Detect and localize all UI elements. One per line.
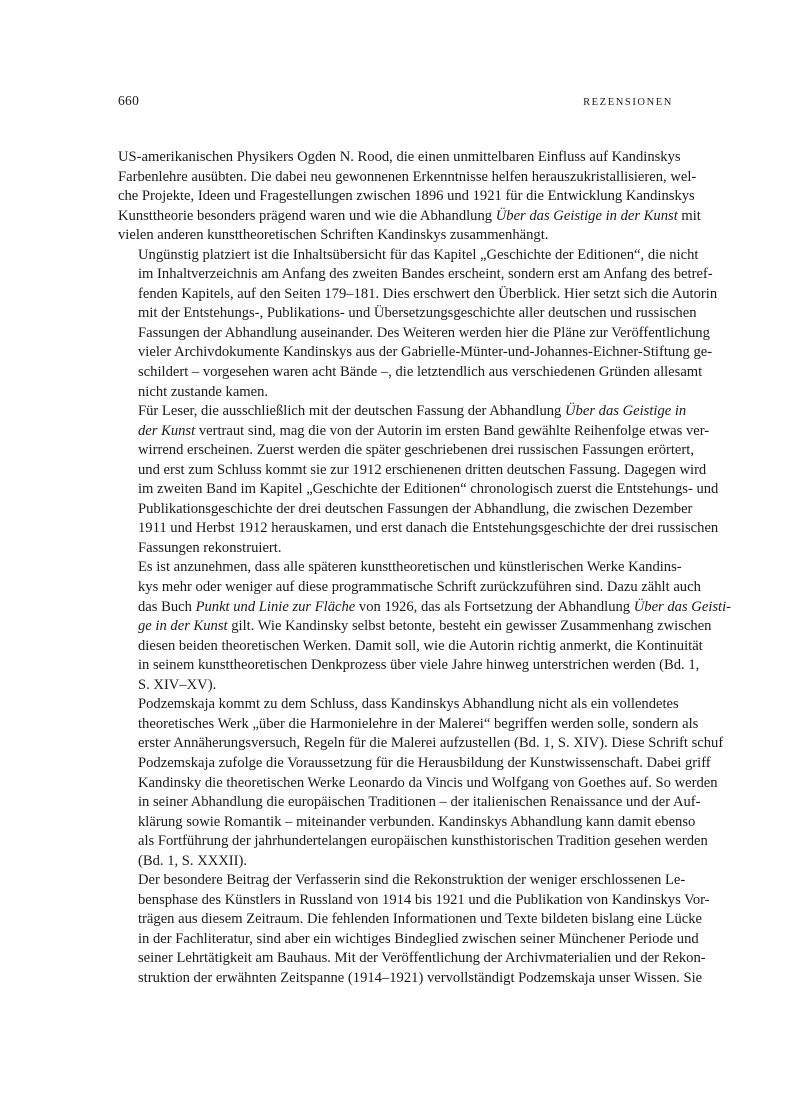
body-text: [118, 148, 732, 989]
text-run: S. XIV–XV).: [138, 676, 217, 693]
page-header: [118, 93, 673, 113]
text-line: [118, 754, 711, 774]
text-run: vertraut sind, mag die von der Autorin im ersten Band gewählte Reihenfolge etwas ver-: [195, 422, 710, 439]
text-line: [118, 383, 673, 403]
text-line: [118, 832, 708, 852]
text-run: theoretisches Werk „über die Harmonielehre in der Malerei“ begriffen werden solle, sondern als: [138, 715, 699, 732]
text-line: [118, 402, 687, 422]
text-run: seiner Lehrtätigkeit am Bauhaus. Mit der Veröffentlichung der Archivmaterialien und der Rekon-: [138, 950, 706, 967]
text-line: [118, 168, 697, 188]
text-line: [118, 519, 719, 539]
text-run: von 1926, das als Fortsetzung der Abhandlung: [355, 598, 634, 615]
paragraph: [118, 402, 719, 558]
text-run: im zweiten Band im Kapitel „Geschichte der Editionen“ chronologisch zuerst die Entstehungs- und: [138, 481, 719, 498]
italic-title: Über das Geisti-: [633, 598, 732, 615]
text-run: Es ist anzunehmen, dass alle späteren kunsttheoretischen und künstlerischen Werke Kandins-: [138, 559, 682, 576]
text-run: Für Leser, die ausschließlich mit der deutschen Fassung der Abhandlung: [138, 403, 566, 420]
running-head: REZENSIONEN: [583, 97, 673, 108]
text-run: nicht zustande kamen.: [138, 383, 269, 400]
italic-title: Über das Geistige in: [565, 403, 687, 420]
text-line: [118, 441, 694, 461]
text-run: schildert – vorgesehen waren acht Bände –, die letztendlich aus verschiedenen Gründen allesamt: [138, 364, 703, 381]
text-run: bensphase des Künstlers in Russland von 1914 bis 1921 und die Publikation von Kandinskys Vor-: [138, 891, 710, 908]
text-run: Podzemskaja kommt zu dem Schluss, dass Kandinskys Abhandlung nicht als ein vollendetes: [138, 696, 679, 713]
italic-title: Punkt und Linie zur Fläche: [195, 598, 356, 615]
text-run: in seinem kunsttheoretischen Denkprozess über viele Jahre hinweg unterstrichen werden (Bd. 1,: [138, 657, 700, 674]
text-run: Publikationsgeschichte der drei deutschen Fassungen der Abhandlung, die zwischen Dezember: [138, 500, 693, 517]
text-line: [118, 226, 673, 246]
text-run: 1911 und Herbst 1912 herauskamen, und erst danach die Entstehungsgeschichte der drei russischen: [138, 520, 719, 537]
text-run: wirrend erscheinen. Zuerst werden die später geschriebenen drei russischen Fassungen erörtert,: [138, 442, 694, 459]
text-line: [118, 774, 718, 794]
text-run: Fassungen der Abhandlung auseinander. Des Weiteren werden hier die Pläne zur Veröffentlichung: [138, 324, 710, 341]
text-line: [118, 265, 713, 285]
text-line: [118, 715, 699, 735]
text-line: [118, 891, 710, 911]
text-run: erster Annäherungsversuch, Regeln für die Malerei aufzustellen (Bd. 1, S. XIV). Diese Schrift schuf: [138, 735, 724, 752]
text-line: [118, 422, 710, 442]
text-run: das Buch: [138, 598, 196, 615]
text-line: [118, 539, 673, 559]
italic-title: ge in der Kunst: [138, 618, 228, 635]
text-line: [118, 558, 682, 578]
paragraph: [118, 695, 724, 871]
text-line: [118, 695, 679, 715]
text-line: [118, 324, 710, 344]
text-line: [118, 949, 706, 969]
paragraph: [118, 871, 710, 988]
text-line: [118, 246, 699, 266]
text-run: trägen aus diesem Zeitraum. Die fehlenden Informationen und Texte bildeten bislang eine Lücke: [138, 911, 703, 928]
text-line: [118, 363, 703, 383]
text-line: [118, 676, 673, 696]
text-line: [118, 500, 693, 520]
text-run: in der Fachliteratur, sind aber ein wichtiges Bindeglied zwischen seiner Münchener Periode und: [138, 930, 699, 947]
text-line: [118, 617, 712, 637]
text-run: vielen anderen kunsttheoretischen Schriften Kandinskys zusammenhängt.: [118, 227, 549, 244]
text-line: [118, 871, 686, 891]
page-number: 660: [118, 93, 140, 108]
text-run: klärung sowie Romantik – miteinander verbunden. Kandinskys Abhandlung kann damit ebenso: [138, 813, 696, 830]
text-run: gilt. Wie Kandinsky selbst betonte, besteht ein gewisser Zusammenhang zwischen: [227, 618, 712, 635]
text-run: Ungünstig platziert ist die Inhaltsübersicht für das Kapitel „Geschichte der Editionen“, die nicht: [138, 246, 699, 263]
text-line: [118, 285, 718, 305]
text-line: [118, 930, 699, 950]
text-line: [118, 207, 701, 227]
text-run: und erst zum Schluss kommt sie zur 1912 erschienenen dritten deutschen Fassung. Dagegen wird: [138, 461, 707, 478]
text-line: [118, 598, 732, 618]
text-run: Kunsttheorie besonders prägend waren und wie die Abhandlung: [118, 207, 496, 224]
text-run: als Fortführung der jahrhundertelangen europäischen kunsthistorischen Tradition gesehen werden: [138, 833, 708, 850]
text-run: mit der Entstehungs-, Publikations- und Übersetzungsgeschichte aller deutschen und russischen: [138, 305, 697, 322]
text-line: [118, 852, 673, 872]
text-line: [118, 148, 681, 168]
text-run: im Inhaltverzeichnis am Anfang des zweiten Bandes erscheint, sondern erst am Anfang des betref-: [138, 266, 713, 283]
text-run: Fassungen rekonstruiert.: [138, 539, 282, 556]
text-line: [118, 969, 703, 989]
text-line: [118, 187, 695, 207]
text-line: [118, 734, 724, 754]
text-line: [118, 637, 703, 657]
text-run: che Projekte, Ideen und Fragestellungen zwischen 1896 und 1921 für die Entwicklung Kandinskys: [118, 188, 695, 205]
text-line: [118, 793, 701, 813]
text-run: kys mehr oder weniger auf diese programmatische Schrift zurückzuführen sind. Dazu zählt auch: [138, 579, 701, 596]
text-run: Podzemskaja zufolge die Voraussetzung für die Herausbildung der Kunstwissenschaft. Dabei griff: [138, 754, 711, 771]
italic-title: der Kunst: [138, 422, 196, 439]
paragraph: [118, 148, 701, 246]
text-run: in seiner Abhandlung die europäischen Traditionen – der italienischen Renaissance und der Auf-: [138, 794, 701, 811]
text-line: [118, 480, 719, 500]
text-line: [118, 343, 713, 363]
text-run: US-amerikanischen Physikers Ogden N. Rood, die einen unmittelbaren Einfluss auf Kandinskys: [118, 149, 681, 165]
text-run: struktion der erwähnten Zeitspanne (1914–1921) vervollständigt Podzemskaja unser Wissen. Sie: [138, 969, 703, 986]
text-line: [118, 910, 703, 930]
text-line: [118, 461, 707, 481]
text-run: Der besondere Beitrag der Verfasserin sind die Rekonstruktion der weniger erschlossenen Le-: [138, 872, 686, 889]
text-line: [118, 813, 696, 833]
text-run: vieler Archivdokumente Kandinskys aus der Gabrielle-Münter-und-Johannes-Eichner-Stiftung ge-: [138, 344, 713, 361]
text-run: (Bd. 1, S. XXXII).: [138, 852, 248, 869]
text-run: mit: [677, 207, 701, 224]
text-line: [118, 304, 697, 324]
text-line: [118, 656, 700, 676]
text-run: Farbenlehre ausübten. Die dabei neu gewonnenen Erkenntnisse helfen herauszukristallisieren, wel-: [118, 168, 697, 185]
paragraph: [118, 558, 732, 695]
text-run: fenden Kapitels, auf den Seiten 179–181. Dies erschwert den Überblick. Hier setzt sich die Autorin: [138, 285, 718, 302]
text-line: [118, 578, 701, 598]
text-run: Kandinsky die theoretischen Werke Leonardo da Vincis und Wolfgang von Goethes auf. So werden: [138, 774, 718, 791]
italic-title: Über das Geistige in der Kunst: [495, 207, 678, 224]
text-run: diesen beiden theoretischen Werken. Damit soll, wie die Autorin richtig anmerkt, die Kontinuität: [138, 637, 703, 654]
paragraph: [118, 246, 718, 402]
